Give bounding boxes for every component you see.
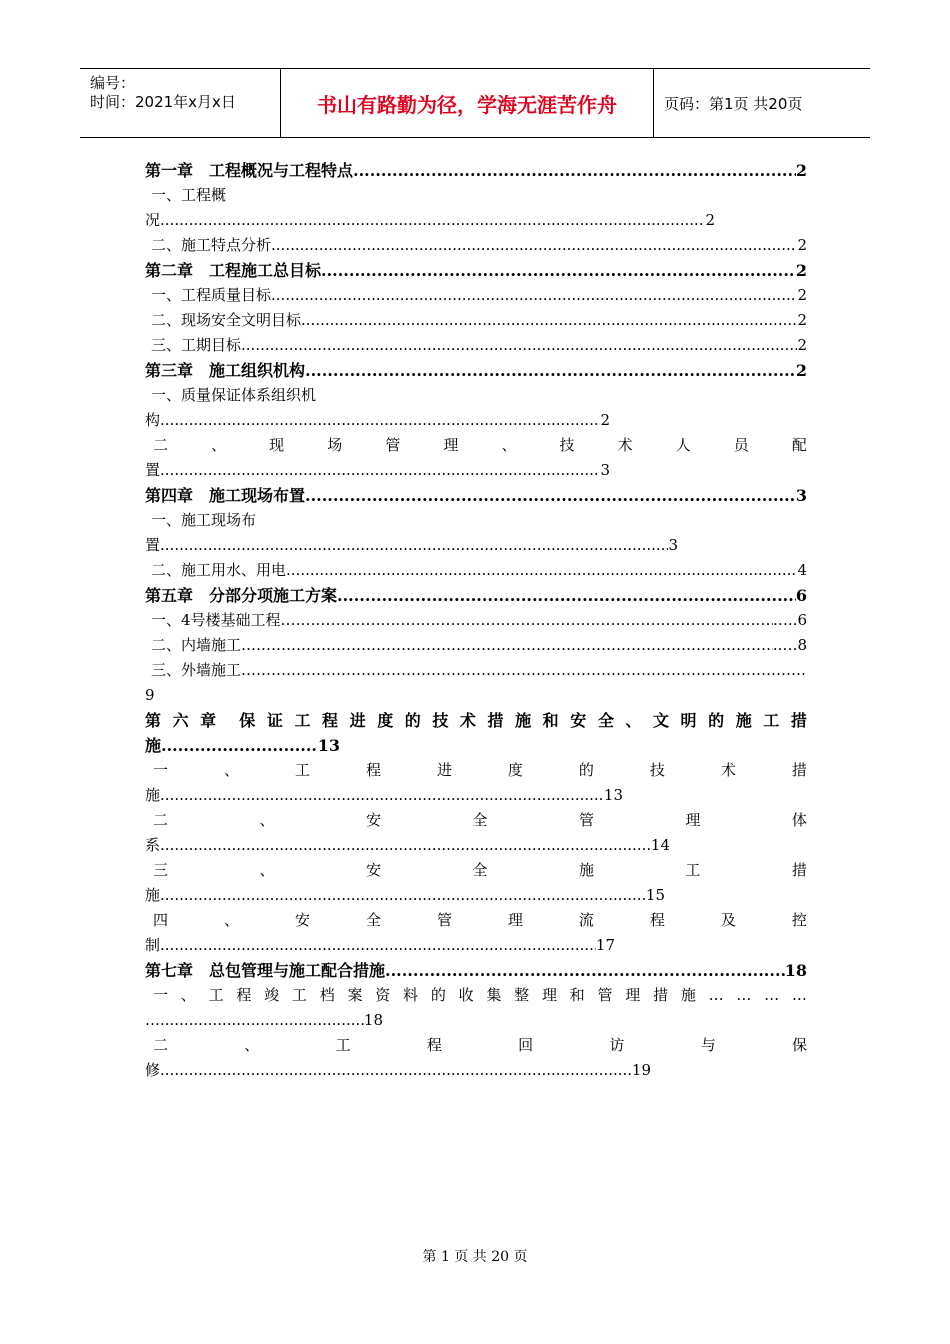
- dot-leader: [160, 1058, 632, 1083]
- toc-title-char: 程: [365, 761, 381, 779]
- toc-entry-continuation: [145, 833, 670, 858]
- toc-title-char: 度: [377, 711, 394, 730]
- toc-entry-continuation: [145, 208, 715, 233]
- toc-entry-title-cont: 修: [145, 1061, 161, 1079]
- toc-title-char: 理: [541, 986, 557, 1004]
- toc-entry-title: 二、内墙施工: [151, 636, 242, 654]
- toc-entry-title-cont: 系: [145, 836, 161, 854]
- toc-entry-line: [145, 333, 807, 358]
- toc-entry-title: 一、施工现场布: [151, 511, 257, 529]
- toc-title-char: 一: [153, 986, 169, 1004]
- page-footer: 第 1 页 共 20 页: [422, 1249, 528, 1265]
- dot-leader: [286, 558, 797, 583]
- toc-title-char: 施: [680, 986, 696, 1004]
- toc-title-char: 工: [763, 711, 780, 730]
- toc-title-char: 工: [685, 861, 701, 879]
- toc-title-char: 保: [239, 711, 256, 730]
- toc-title-char: 的: [404, 711, 421, 730]
- toc-title-char: 技: [432, 711, 449, 730]
- toc-entry-line: [145, 658, 807, 683]
- toc-page-number: ..…8: [772, 636, 807, 654]
- toc-title-char: 安: [294, 911, 310, 929]
- toc-page-number: 3: [795, 486, 807, 505]
- toc-section-entry: [145, 808, 807, 833]
- toc-title-char: 二: [153, 1036, 169, 1054]
- dot-leader: [241, 658, 807, 683]
- toc-entry-continuation: [145, 533, 678, 558]
- toc-title-char: 集: [486, 986, 502, 1004]
- toc-chapter-entry: [145, 258, 807, 283]
- toc-entry-line: [145, 233, 807, 258]
- dot-leader: [305, 483, 796, 508]
- toc-entry-line: [145, 558, 807, 583]
- toc-entry-line: [145, 608, 807, 633]
- toc-title-char: 理: [443, 436, 459, 454]
- toc-page-number: 19: [631, 1061, 651, 1079]
- toc-title-char: 度: [507, 761, 523, 779]
- toc-section-entry: [145, 1033, 807, 1058]
- toc-title-char: 料: [403, 986, 419, 1004]
- serial-number-label: 编号：: [90, 74, 136, 92]
- toc-title-char: 整: [514, 986, 530, 1004]
- dot-leader: [337, 583, 796, 608]
- toc-title-char: 安: [570, 711, 587, 730]
- toc-entry-title: 第三章 施工组织机构: [145, 361, 306, 380]
- toc-section-entry: [145, 383, 807, 408]
- toc-entry-title-cont: 施: [145, 786, 161, 804]
- dot-leader: [321, 258, 796, 283]
- toc-page-number: 2: [795, 361, 807, 380]
- toc-title-char: 二: [153, 436, 169, 454]
- toc-title-char: 、: [211, 436, 227, 454]
- toc-title-char: 工: [208, 986, 224, 1004]
- toc-title-char: 三: [153, 861, 169, 879]
- toc-title-char: …: [736, 986, 752, 1004]
- toc-title-char: 第: [145, 711, 162, 730]
- toc-entry-title: 第五章 分部分项施工方案: [145, 586, 338, 605]
- toc-title-char: 、: [259, 811, 275, 829]
- dot-leader: [160, 933, 596, 958]
- toc-section-entry: [145, 758, 807, 783]
- toc-entry-title-cont: 制: [145, 936, 161, 954]
- toc-title-char: 档: [319, 986, 335, 1004]
- toc-title-char: 一: [153, 761, 169, 779]
- toc-title-char: 全: [472, 811, 488, 829]
- motto-text: 书山有路勤为径，学海无涯苦作舟: [317, 92, 617, 117]
- toc-title-char: 全: [365, 911, 381, 929]
- toc-title-char: 程: [426, 1036, 442, 1054]
- dot-leader: [241, 633, 773, 658]
- toc-entry-line: [145, 158, 807, 183]
- toc-page-number: 3: [668, 536, 678, 554]
- toc-title-char: 术: [459, 711, 476, 730]
- toc-title-char: 、: [244, 1036, 260, 1054]
- toc-page-number: 15: [645, 886, 665, 904]
- toc-entry-line: [145, 358, 807, 383]
- toc-chapter-entry: [145, 358, 807, 383]
- toc-title-char: 工: [291, 986, 307, 1004]
- toc-page-number: 13: [317, 736, 340, 755]
- toc-title-char: 进: [436, 761, 452, 779]
- toc-title-char: 回: [518, 1036, 534, 1054]
- toc-entry-title: 一、工程概: [151, 186, 227, 204]
- toc-title-char: 文: [652, 711, 669, 730]
- toc-chapter-entry: [145, 483, 807, 508]
- toc-title-char: 全: [597, 711, 614, 730]
- dot-leader: [160, 408, 600, 433]
- toc-title-char: 管: [436, 911, 452, 929]
- date-label: 时间：2021年x月x日: [90, 93, 236, 111]
- toc-entry-title: 第四章 施工现场布置: [145, 486, 306, 505]
- toc-section-entry: [145, 183, 807, 208]
- toc-entry-continuation: [145, 733, 340, 758]
- toc-title-char: 、: [223, 761, 239, 779]
- toc-entry-line: [145, 283, 807, 308]
- toc-entry-title: 一、工程质量目标: [151, 286, 272, 304]
- dot-leader: [160, 783, 604, 808]
- toc-title-char: 程: [322, 711, 339, 730]
- toc-entry-title: 二、施工用水、用电: [151, 561, 287, 579]
- toc-title-char: 资: [375, 986, 391, 1004]
- toc-section-entry: [145, 283, 807, 308]
- toc-title-char: …: [764, 986, 780, 1004]
- toc-title-char: 管: [385, 436, 401, 454]
- toc-title-char: 、: [180, 986, 196, 1004]
- toc-page-number: 9: [145, 686, 155, 704]
- dot-leader: [160, 1008, 364, 1033]
- toc-title-char: 程: [649, 911, 665, 929]
- toc-chapter-entry: [145, 708, 807, 733]
- dot-leader: [160, 833, 651, 858]
- toc-title-char: 工: [294, 761, 310, 779]
- toc-title-char: 体: [791, 811, 807, 829]
- dot-leader: [241, 333, 797, 358]
- table-of-contents: [145, 158, 807, 1083]
- dot-leader: [353, 158, 796, 183]
- toc-title-char: 工: [294, 711, 311, 730]
- dot-leader: [301, 308, 797, 333]
- toc-title-char: 、: [259, 861, 275, 879]
- toc-title-char: 竣: [264, 986, 280, 1004]
- toc-entry-title-cont: 置: [145, 461, 161, 479]
- toc-entry-title: 一、4号楼基础工程: [151, 611, 281, 629]
- toc-entry-title: 三、外墙施工: [151, 661, 242, 679]
- toc-entry-line: [145, 308, 807, 333]
- toc-title-char: 与: [700, 1036, 716, 1054]
- toc-title-char: 工: [335, 1036, 351, 1054]
- toc-title-char: 理: [685, 811, 701, 829]
- toc-title-char: 技: [649, 761, 665, 779]
- dot-leader: [160, 208, 705, 233]
- toc-title-char: 和: [542, 711, 559, 730]
- toc-title-char: 管: [578, 811, 594, 829]
- toc-page-number: …..6: [772, 611, 807, 629]
- toc-page-number: 14: [650, 836, 670, 854]
- toc-title-char: 措: [791, 761, 807, 779]
- toc-title-char: 证: [266, 711, 283, 730]
- toc-chapter-entry: [145, 158, 807, 183]
- toc-entry-title: 二、现场安全文明目标: [151, 311, 302, 329]
- toc-title-char: 二: [153, 811, 169, 829]
- toc-title-char: …: [708, 986, 724, 1004]
- toc-section-entry: [145, 908, 807, 933]
- toc-title-char: 六: [172, 711, 189, 730]
- header-page-info: 页码：第1页 共20页: [664, 94, 803, 113]
- toc-page-number: 2: [797, 236, 807, 254]
- header-page-cell: [654, 69, 870, 137]
- dot-leader: [271, 283, 797, 308]
- toc-title-char: 全: [472, 861, 488, 879]
- toc-title-char: 配: [791, 436, 807, 454]
- toc-title-char: 理: [507, 911, 523, 929]
- toc-title-char: 访: [609, 1036, 625, 1054]
- toc-entry-continuation: [145, 1058, 651, 1083]
- toc-title-char: 员: [733, 436, 749, 454]
- toc-entry-title-cont: 构: [145, 411, 161, 429]
- toc-title-char: 流: [578, 911, 594, 929]
- toc-title-char: 措: [791, 861, 807, 879]
- toc-entry-title-cont: 置: [145, 536, 161, 554]
- toc-title-char: 术: [617, 436, 633, 454]
- page-header-table: [80, 68, 870, 138]
- toc-title-char: …: [791, 986, 807, 1004]
- dot-leader: [160, 458, 600, 483]
- toc-page-number: 2: [797, 311, 807, 329]
- toc-entry-continuation: [145, 458, 610, 483]
- toc-title-char: 四: [153, 911, 169, 929]
- toc-entry-title: 三、工期目标: [151, 336, 242, 354]
- toc-entry-line: [145, 483, 807, 508]
- toc-title-char: 技: [559, 436, 575, 454]
- toc-title-char: 章: [200, 711, 217, 730]
- header-motto-cell: [281, 69, 654, 137]
- toc-page-number: 18: [363, 1011, 383, 1029]
- toc-entry-line: [145, 258, 807, 283]
- toc-entry-continuation: [145, 783, 623, 808]
- toc-entry-continuation: [145, 883, 665, 908]
- toc-title-char: 施: [578, 861, 594, 879]
- toc-section-entry: [145, 308, 807, 333]
- toc-title-char: 术: [720, 761, 736, 779]
- toc-entry-line: [145, 583, 807, 608]
- toc-page-number: 2: [795, 161, 807, 180]
- toc-page-number: 2: [795, 261, 807, 280]
- toc-title-char: 措: [653, 986, 669, 1004]
- toc-title-char: 案: [347, 986, 363, 1004]
- toc-title-char: 现: [269, 436, 285, 454]
- toc-title-char: 的: [708, 711, 725, 730]
- dot-leader: [281, 608, 773, 633]
- toc-title-char: 场: [327, 436, 343, 454]
- toc-entry-line: [145, 958, 807, 983]
- toc-title-char: 措: [790, 711, 807, 730]
- toc-page-number: 2: [600, 411, 610, 429]
- toc-title-char: 、: [501, 436, 517, 454]
- toc-title-char: 安: [365, 861, 381, 879]
- dot-leader: [385, 958, 785, 983]
- toc-entry-continuation: [145, 408, 610, 433]
- toc-section-entry: [145, 633, 807, 658]
- toc-title-char: 及: [720, 911, 736, 929]
- toc-title-char: 明: [680, 711, 697, 730]
- dot-leader: [160, 883, 646, 908]
- toc-title-char: 施: [515, 711, 532, 730]
- toc-entry-title-cont: …: [145, 1011, 160, 1029]
- toc-chapter-entry: [145, 583, 807, 608]
- toc-title-char: 、: [223, 911, 239, 929]
- toc-section-entry: [145, 508, 807, 533]
- toc-page-number: 4: [797, 561, 807, 579]
- toc-entry-title-cont: 施: [145, 886, 161, 904]
- toc-section-entry: [145, 858, 807, 883]
- toc-entry-continuation: [145, 1008, 383, 1033]
- toc-entry-title: 第二章 工程施工总目标: [145, 261, 322, 280]
- toc-section-entry: [145, 658, 807, 683]
- toc-section-entry: [145, 333, 807, 358]
- toc-entry-continuation: [145, 933, 615, 958]
- dot-leader: [161, 733, 318, 758]
- toc-title-char: 控: [791, 911, 807, 929]
- toc-section-entry: [145, 433, 807, 458]
- toc-section-entry: [145, 233, 807, 258]
- toc-page-number: 6: [795, 586, 807, 605]
- toc-title-char: 、: [625, 711, 642, 730]
- toc-title-char: 程: [236, 986, 252, 1004]
- toc-title-char: 进: [349, 711, 366, 730]
- toc-title-char: 保: [791, 1036, 807, 1054]
- toc-page-number: 13: [603, 786, 623, 804]
- toc-page-number: 2: [797, 336, 807, 354]
- toc-title-char: 安: [365, 811, 381, 829]
- toc-title-char: 人: [675, 436, 691, 454]
- toc-title-char: 收: [458, 986, 474, 1004]
- toc-chapter-entry: [145, 958, 807, 983]
- dot-leader: [271, 233, 797, 258]
- toc-entry-title-cont: 施: [145, 736, 162, 755]
- toc-entry-continuation: [145, 683, 807, 708]
- toc-section-entry: [145, 558, 807, 583]
- toc-title-char: 的: [430, 986, 446, 1004]
- toc-entry-title-cont: 况: [145, 211, 161, 229]
- toc-title-char: 措: [487, 711, 504, 730]
- toc-title-char: 管: [597, 986, 613, 1004]
- toc-page-number: 2: [797, 286, 807, 304]
- toc-page-number: 18: [784, 961, 807, 980]
- toc-page-number: 17: [595, 936, 615, 954]
- toc-entry-title: 一、质量保证体系组织机: [151, 386, 317, 404]
- toc-entry-title: 第七章 总包管理与施工配合措施: [145, 961, 386, 980]
- dot-leader: [305, 358, 796, 383]
- toc-page-number: 3: [600, 461, 610, 479]
- toc-title-char: 的: [578, 761, 594, 779]
- toc-entry-title: 第一章 工程概况与工程特点: [145, 161, 354, 180]
- toc-section-entry: [145, 983, 807, 1008]
- dot-leader: [160, 533, 668, 558]
- toc-title-char: 和: [569, 986, 585, 1004]
- toc-title-char: 施: [735, 711, 752, 730]
- toc-section-entry: [145, 608, 807, 633]
- toc-page-number: 2: [705, 211, 715, 229]
- header-meta-cell: [80, 69, 281, 137]
- toc-title-char: 理: [625, 986, 641, 1004]
- toc-entry-line: [145, 633, 807, 658]
- toc-entry-title: 二、施工特点分析: [151, 236, 272, 254]
